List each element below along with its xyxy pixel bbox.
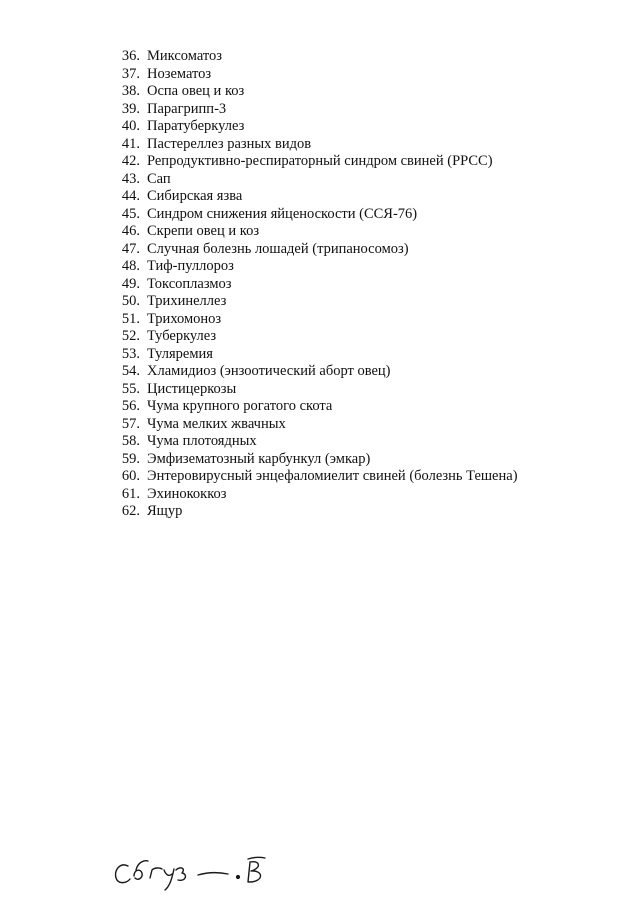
list-item	[104, 101, 518, 119]
item-number: 56.	[121, 398, 140, 414]
item-number: 36.	[121, 48, 140, 64]
item-text: Чума крупного рогатого скота	[147, 398, 333, 414]
list-item	[104, 118, 518, 136]
item-number: 61.	[121, 485, 140, 502]
item-number: 58.	[121, 433, 140, 449]
item-text: Чума мелких жвачных	[147, 415, 286, 432]
list-item	[104, 293, 518, 311]
item-text: Сибирская язва	[147, 188, 243, 204]
list-item	[104, 136, 518, 154]
item-number: 42.	[121, 153, 140, 169]
list-item	[104, 48, 518, 66]
list-item	[104, 503, 518, 521]
item-number: 44.	[121, 188, 140, 204]
list-item	[104, 153, 518, 171]
item-number: 49.	[121, 275, 140, 292]
list-item	[104, 381, 518, 399]
item-number: 48.	[121, 258, 140, 274]
list-item	[104, 451, 518, 469]
list-item	[104, 276, 518, 294]
item-number: 60.	[121, 468, 140, 484]
item-number: 38.	[121, 83, 140, 99]
list-item	[104, 258, 518, 276]
item-text: Энтеровирусный энцефаломиелит свиней (болезнь Тешена)	[147, 468, 518, 484]
list-item	[104, 363, 518, 381]
item-text: Скрепи овец и коз	[147, 223, 260, 239]
item-text: Токсоплазмоз	[147, 275, 232, 292]
item-text: Эмфизематозный карбункул (эмкар)	[147, 450, 371, 467]
item-number: 45.	[121, 205, 140, 222]
item-number: 55.	[121, 380, 140, 397]
item-number: 40.	[121, 118, 140, 134]
item-number: 43.	[121, 170, 140, 187]
list-item	[104, 66, 518, 84]
item-number: 46.	[121, 223, 140, 239]
item-text: Хламидиоз (энзоотический аборт овец)	[147, 363, 391, 379]
list-item	[104, 486, 518, 504]
list-item	[104, 83, 518, 101]
item-text: Паратуберкулез	[147, 118, 245, 134]
item-text: Тиф-пуллороз	[147, 258, 234, 274]
list-item	[104, 188, 518, 206]
item-number: 50.	[121, 293, 140, 309]
item-text: Пастереллез разных видов	[147, 135, 312, 152]
item-text: Туберкулез	[147, 328, 217, 344]
item-number: 39.	[121, 100, 140, 117]
item-number: 53.	[121, 345, 140, 362]
item-number: 62.	[121, 503, 140, 519]
item-text: Нозематоз	[147, 65, 212, 82]
item-text: Цистицеркозы	[147, 380, 237, 397]
item-text: Туляремия	[147, 345, 213, 362]
handwritten-signature	[112, 848, 284, 892]
list-item	[104, 346, 518, 364]
list-item	[104, 171, 518, 189]
item-number: 59.	[121, 450, 140, 467]
item-text: Парагрипп-3	[147, 100, 227, 117]
item-text: Оспа овец и коз	[147, 83, 245, 99]
item-text: Эхинококкоз	[147, 485, 227, 502]
item-text: Репродуктивно-респираторный синдром свиней (РРСС)	[147, 153, 493, 169]
item-number: 52.	[121, 328, 140, 344]
item-number: 37.	[121, 65, 140, 82]
item-number: 41.	[121, 135, 140, 152]
list-item	[104, 206, 518, 224]
disease-list	[104, 48, 518, 521]
list-item	[104, 398, 518, 416]
item-text: Случная болезнь лошадей (трипаносомоз)	[147, 240, 409, 257]
item-text: Трихинеллез	[147, 293, 227, 309]
item-text: Сап	[147, 170, 171, 187]
list-item	[104, 468, 518, 486]
item-number: 47.	[121, 240, 140, 257]
item-text: Синдром снижения яйценоскости (ССЯ-76)	[147, 205, 418, 222]
item-text: Миксоматоз	[147, 48, 223, 64]
list-item	[104, 416, 518, 434]
item-number: 51.	[121, 310, 140, 327]
item-text: Чума плотоядных	[147, 433, 257, 449]
item-text: Трихомоноз	[147, 310, 222, 327]
list-item	[104, 241, 518, 259]
item-number: 57.	[121, 415, 140, 432]
list-item	[104, 223, 518, 241]
list-item	[104, 328, 518, 346]
item-number: 54.	[121, 363, 140, 379]
list-item	[104, 311, 518, 329]
item-text: Ящур	[147, 503, 183, 519]
list-item	[104, 433, 518, 451]
